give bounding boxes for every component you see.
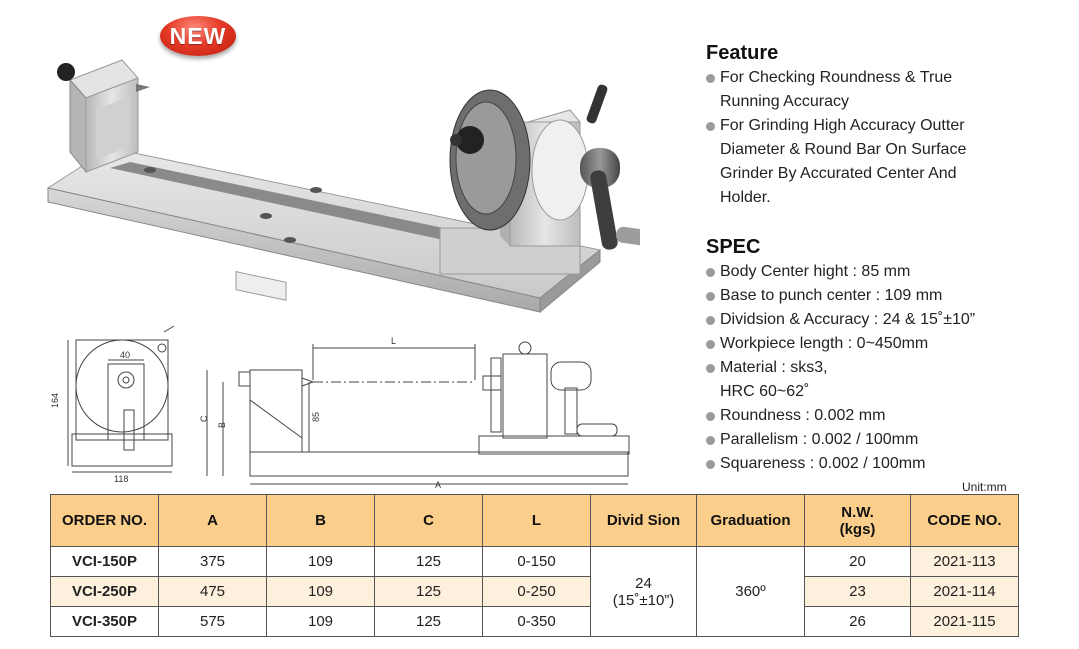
cell-nw: 26 xyxy=(805,607,911,637)
cell-code-no: 2021-115 xyxy=(911,607,1019,637)
spec-item: Squareness : 0.002 / 100mm xyxy=(706,452,975,476)
unit-note: Unit:mm xyxy=(962,480,1007,494)
spec-item: Body Center hight : 85 mm xyxy=(706,260,975,284)
side-view-drawing xyxy=(195,318,645,490)
spec-item: Roundness : 0.002 mm xyxy=(706,404,975,428)
cell-c: 125 xyxy=(375,547,483,577)
feature-item-continuation: Diameter & Round Bar On Surface xyxy=(720,141,967,158)
cell-a: 575 xyxy=(159,607,267,637)
division-line1: 24 xyxy=(635,574,652,592)
cell-l: 0-350 xyxy=(483,607,591,637)
spec-item: Parallelism : 0.002 / 100mm xyxy=(706,428,975,452)
cell-l: 0-250 xyxy=(483,577,591,607)
feature-section xyxy=(706,40,966,210)
feature-title: Feature xyxy=(706,42,779,64)
cell-order-no: VCI-150P xyxy=(51,547,159,577)
header-nw xyxy=(805,495,911,547)
table-row xyxy=(51,577,1019,607)
dim-118-label: 118 xyxy=(114,474,129,484)
division-line2: (15˚±10”) xyxy=(612,591,675,609)
header-division: Divid Sion xyxy=(591,495,697,547)
feature-item-continuation: Running Accuracy xyxy=(720,93,849,110)
cell-a: 375 xyxy=(159,547,267,577)
feature-item-continuation: Holder. xyxy=(720,189,771,206)
spec-item: Base to punch center : 109 mm xyxy=(706,284,975,308)
spec-item: Dividsion & Accuracy : 24 & 15˚±10” xyxy=(706,308,975,332)
feature-list xyxy=(706,66,966,210)
feature-item: For Checking Roundness & True xyxy=(706,66,966,90)
spec-list xyxy=(706,260,975,476)
header-nw-line2: (kgs) xyxy=(839,520,876,538)
header-graduation: Graduation xyxy=(697,495,805,547)
cell-b: 109 xyxy=(267,547,375,577)
cell-c: 125 xyxy=(375,607,483,637)
cell-a: 475 xyxy=(159,577,267,607)
cell-l: 0-150 xyxy=(483,547,591,577)
cell-code-no: 2021-113 xyxy=(911,547,1019,577)
spec-table xyxy=(50,494,1019,637)
table-row xyxy=(51,547,1019,577)
header-nw-line1: N.W. xyxy=(841,503,874,521)
cell-order-no: VCI-250P xyxy=(51,577,159,607)
dim-164-label: 164 xyxy=(50,392,60,408)
spec-title: SPEC xyxy=(706,236,761,258)
spec-item: Material : sks3, xyxy=(706,356,975,380)
dim-C-label: C xyxy=(199,415,209,422)
cell-c: 125 xyxy=(375,577,483,607)
cell-nw: 20 xyxy=(805,547,911,577)
header-a: A xyxy=(159,495,267,547)
table-row xyxy=(51,607,1019,637)
end-view-drawing xyxy=(46,322,196,490)
spec-section xyxy=(706,234,975,476)
cell-code-no: 2021-114 xyxy=(911,577,1019,607)
spec-item: Workpiece length : 0~450mm xyxy=(706,332,975,356)
cell-division xyxy=(591,547,697,637)
header-order-no: ORDER NO. xyxy=(51,495,159,547)
table-header-row xyxy=(51,495,1019,547)
spec-item-continuation: HRC 60~62˚ xyxy=(720,383,810,400)
dim-40-label: 40 xyxy=(120,350,131,360)
dim-B-label: B xyxy=(217,421,227,428)
header-code-no: CODE NO. xyxy=(911,495,1019,547)
header-b: B xyxy=(267,495,375,547)
new-badge-label: NEW xyxy=(169,22,227,49)
feature-item: For Grinding High Accuracy Outter xyxy=(706,114,966,138)
cell-order-no: VCI-350P xyxy=(51,607,159,637)
cell-b: 109 xyxy=(267,577,375,607)
dim-85-label: 85 xyxy=(311,411,321,422)
feature-item-continuation: Grinder By Accurated Center And xyxy=(720,165,957,182)
cell-graduation: 360º xyxy=(697,547,805,637)
cell-b: 109 xyxy=(267,607,375,637)
cell-nw: 23 xyxy=(805,577,911,607)
header-l: L xyxy=(483,495,591,547)
dim-L-label: L xyxy=(391,336,397,346)
dim-A-label: A xyxy=(435,480,442,490)
product-photo xyxy=(40,40,640,315)
header-c: C xyxy=(375,495,483,547)
